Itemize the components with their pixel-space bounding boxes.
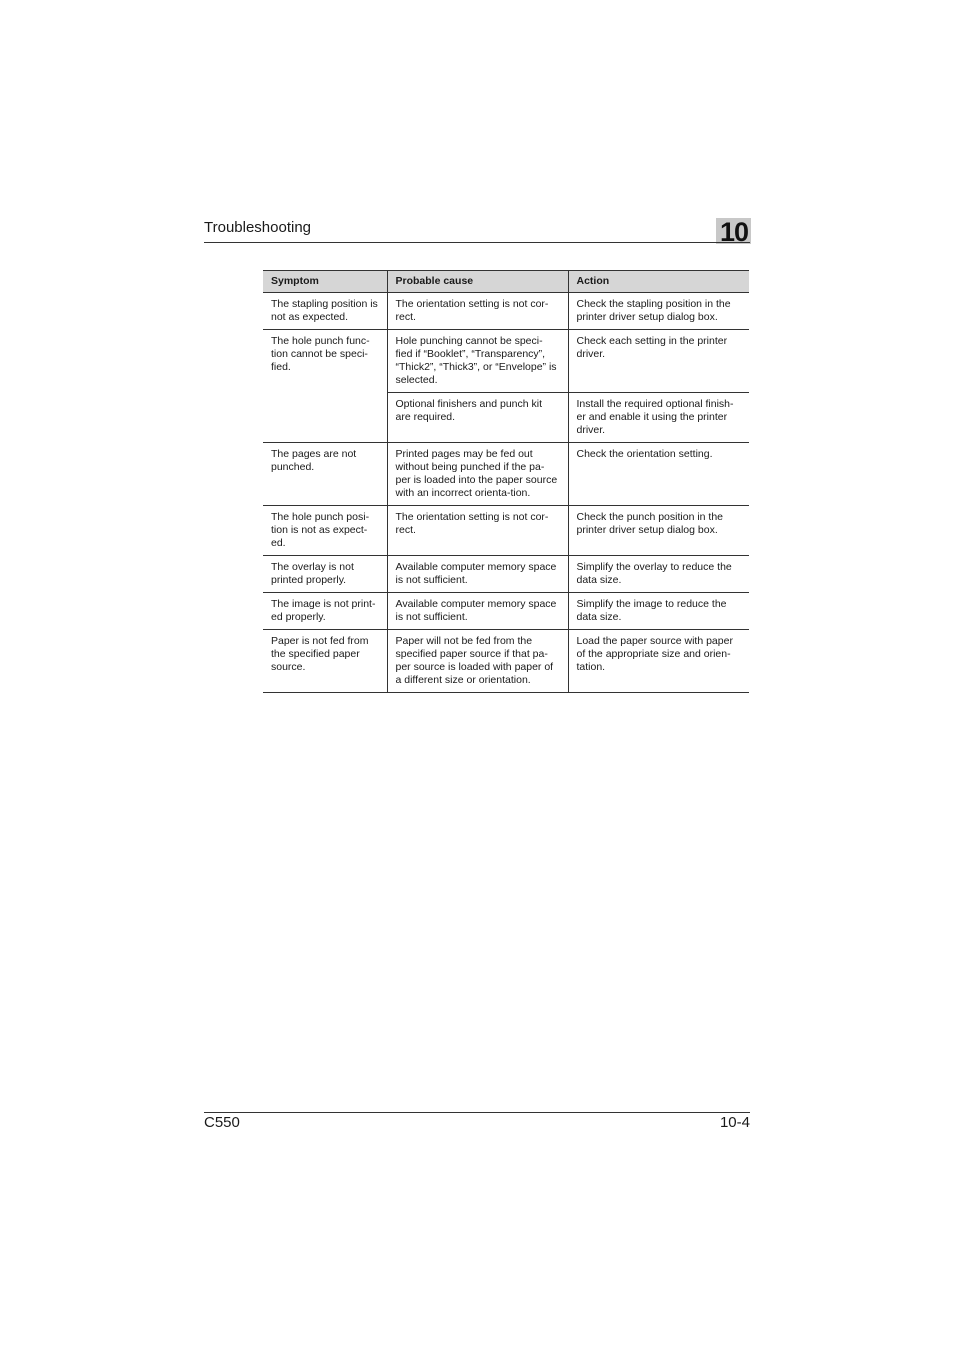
- header-divider: [204, 242, 750, 243]
- cause-cell: Printed pages may be fed out without being punched if the pa-per is loaded into the paper source with an incorrect orienta-tion.: [387, 443, 568, 506]
- symptom-cell: The overlay is not printed properly.: [263, 556, 387, 593]
- symptom-cell: The stapling position is not as expected.: [263, 293, 387, 330]
- cause-cell: Available computer memory space is not sufficient.: [387, 556, 568, 593]
- action-cell: Check each setting in the printer driver.: [568, 330, 749, 393]
- action-cell: Check the punch position in the printer driver setup dialog box.: [568, 506, 749, 556]
- symptom-cell: Paper is not fed from the specified paper source.: [263, 630, 387, 693]
- section-title: Troubleshooting: [204, 219, 312, 236]
- action-cell: Check the stapling position in the printer driver setup dialog box.: [568, 293, 749, 330]
- cause-cell: The orientation setting is not cor-rect.: [387, 293, 568, 330]
- action-cell: Load the paper source with paper of the appropriate size and orien-tation.: [568, 630, 749, 693]
- cause-cell: Available computer memory space is not sufficient.: [387, 593, 568, 630]
- table-row: [263, 443, 749, 506]
- cause-cell: The orientation setting is not cor-rect.: [387, 506, 568, 556]
- chapter-number: 10: [719, 217, 749, 247]
- cause-cell: Hole punching cannot be speci-fied if “Booklet”, “Transparency”, “Thick2”, “Thick3”, or “Envelope” is selected.: [387, 330, 568, 393]
- table-row: [263, 330, 749, 393]
- column-header-cause: Probable cause: [387, 271, 568, 293]
- footer-page-number: 10-4: [719, 1114, 750, 1131]
- troubleshooting-table: [263, 270, 749, 693]
- column-header-symptom: Symptom: [263, 271, 387, 293]
- action-cell: Install the required optional finish-er and enable it using the printer driver.: [568, 393, 749, 443]
- cause-cell: Optional finishers and punch kit are required.: [387, 393, 568, 443]
- action-cell: Check the orientation setting.: [568, 443, 749, 506]
- symptom-cell: The hole punch posi-tion is not as expect-ed.: [263, 506, 387, 556]
- cause-cell: Paper will not be fed from the specified paper source if that pa-per source is loaded with paper of a different size or orientation.: [387, 630, 568, 693]
- table-row: [263, 556, 749, 593]
- table-header-row: [263, 271, 749, 293]
- table-row: [263, 593, 749, 630]
- footer-model: C550: [204, 1114, 240, 1131]
- symptom-cell: The pages are not punched.: [263, 443, 387, 506]
- table-row: [263, 293, 749, 330]
- symptom-cell: The image is not print-ed properly.: [263, 593, 387, 630]
- table-row: [263, 506, 749, 556]
- column-header-action: Action: [568, 271, 749, 293]
- action-cell: Simplify the image to reduce the data size.: [568, 593, 749, 630]
- table-row: [263, 630, 749, 693]
- footer-divider: [204, 1112, 750, 1113]
- symptom-cell: The hole punch func-tion cannot be speci-fied.: [263, 330, 387, 443]
- action-cell: Simplify the overlay to reduce the data size.: [568, 556, 749, 593]
